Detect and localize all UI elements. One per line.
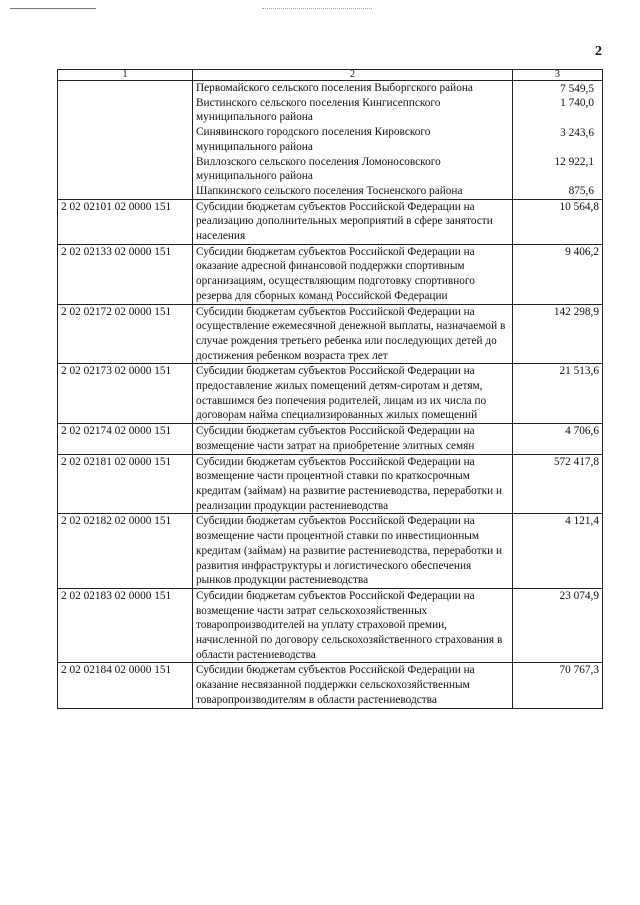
row-code: 2 02 02183 02 0000 151 [58,588,193,663]
scan-artifact-line [10,8,96,9]
column-header-name: 2 [193,70,513,81]
continuation-code-cell [58,81,193,200]
row-code: 2 02 02133 02 0000 151 [58,244,193,304]
continuation-item [196,155,512,184]
table-row [58,454,603,514]
table-row [58,663,603,708]
row-amount: 572 417,8 [513,454,603,514]
continuation-item-amount: 12 922,1 [554,156,594,169]
table-row [58,244,603,304]
row-description: Субсидии бюджетам субъектов Российской Федерации на возмещение части процентной ставки по инвестиционным кредитам (займам) на развитие растениеводства, переработки и развития инфраструктуры и логистического обеспечения рынков продукции растениеводства [193,514,513,589]
continuation-item [196,125,512,154]
row-amount: 9 406,2 [513,244,603,304]
row-code: 2 02 02101 02 0000 151 [58,199,193,244]
table-row [58,199,603,244]
row-description: Субсидии бюджетам субъектов Российской Федерации на возмещение части затрат на приобретение элитных семян [193,424,513,454]
continuation-item [196,81,512,96]
continuation-item-name: Шапкинского сельского поселения Тосненского района [196,184,463,197]
table-row [58,588,603,663]
continuation-item-amount: 7 549,5 [560,82,594,95]
scan-artifact-dots [262,8,372,10]
table-row [58,364,603,424]
row-amount: 142 298,9 [513,304,603,364]
column-header-code: 1 [58,70,193,81]
page-number: 2 [595,44,602,59]
row-code: 2 02 02182 02 0000 151 [58,514,193,589]
row-amount: 21 513,6 [513,364,603,424]
continuation-item-amount: 1 740,0 [560,97,594,110]
row-code: 2 02 02184 02 0000 151 [58,663,193,708]
row-code: 2 02 02181 02 0000 151 [58,454,193,514]
row-code: 2 02 02174 02 0000 151 [58,424,193,454]
row-description: Субсидии бюджетам субъектов Российской Федерации на возмещение части процентной ставки по краткосрочным кредитам (займам) на развитие растениеводства, переработки и реализации продукции растениеводства [193,454,513,514]
continuation-row [58,81,603,200]
continuation-item-amount: 3 243,6 [560,126,594,139]
continuation-amounts [513,81,603,200]
table-row [58,304,603,364]
row-code: 2 02 02172 02 0000 151 [58,304,193,364]
continuation-item-name: Синявинского городского поселения Кировского муниципального района [196,126,431,153]
row-amount: 23 074,9 [513,588,603,663]
column-header-amount: 3 [513,70,603,81]
continuation-item-name: Вистинского сельского поселения Кингисеппского муниципального района [196,96,441,124]
row-description: Субсидии бюджетам субъектов Российской Федерации на оказание несвязанной поддержки сельскохозяйственным товаропроизводителям в области растениеводства [193,663,513,708]
continuation-item-amount: 875,6 [568,185,594,198]
row-description: Субсидии бюджетам субъектов Российской Федерации на возмещение части затрат сельскохозяйственных товаропроизводителей на уплату страховой премии, начисленной по договору сельскохозяйственного страхования в области растениеводства [193,588,513,663]
row-description: Субсидии бюджетам субъектов Российской Федерации на предоставление жилых помещений детям-сиротам и детям, оставшимся без попечения родителей, лицам из их числа по договорам найма специализированных жилых помещений [193,364,513,424]
continuation-item-name: Виллозского сельского поселения Ломоносовского муниципального района [196,155,441,183]
continuation-item-name: Первомайского сельского поселения Выборгского района [196,82,473,94]
row-amount: 4 706,6 [513,424,603,454]
row-description: Субсидии бюджетам субъектов Российской Федерации на оказание адресной финансовой поддержки спортивным организациям, осуществляющим подготовку спортивного резерва для сборных команд Российской Федерации [193,244,513,304]
table-row [58,424,603,454]
budget-revenue-table [57,69,603,709]
row-description: Субсидии бюджетам субъектов Российской Федерации на осуществление ежемесячной денежной выплаты, назначаемой в случае рождения третьего ребенка или последующих детей до достижения ребенком возраста трех лет [193,304,513,364]
row-amount: 10 564,8 [513,199,603,244]
continuation-item [196,96,512,125]
row-description: Субсидии бюджетам субъектов Российской Федерации на реализацию дополнительных мероприятий в сфере занятости населения [193,199,513,244]
table-header-row [58,70,603,81]
continuation-item [196,184,512,199]
row-code: 2 02 02173 02 0000 151 [58,364,193,424]
continuation-list [193,81,513,200]
table-row [58,514,603,589]
row-amount: 70 767,3 [513,663,603,708]
row-amount: 4 121,4 [513,514,603,589]
